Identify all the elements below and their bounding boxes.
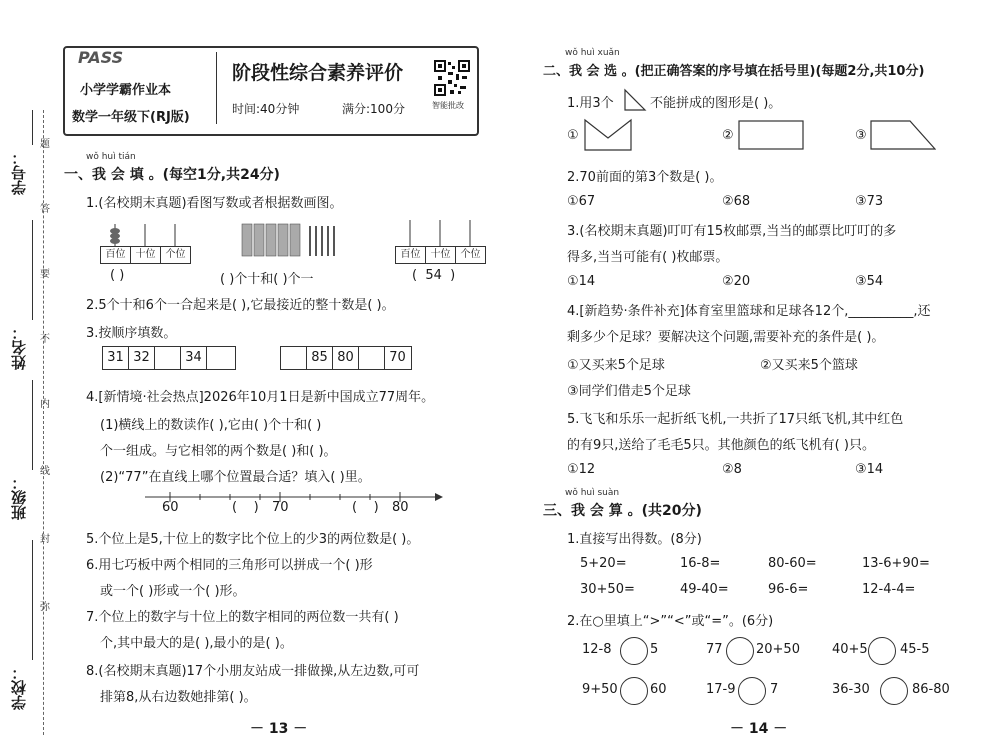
qr-code-icon[interactable] [434, 60, 470, 96]
section1-pinyin: wǒ huì tián [86, 152, 136, 162]
q1-text: 1.(名校期末真题)看图写数或者根据数画图。 [86, 196, 343, 211]
name-field[interactable] [32, 220, 33, 320]
exam-time: 时间:40分钟 [232, 102, 300, 116]
compare-right: 20+50 [756, 642, 800, 657]
rq3-opt1[interactable]: ①14 [567, 274, 596, 289]
sequence-box-2 [280, 346, 412, 370]
compare-right: 60 [650, 682, 667, 697]
compare-circle[interactable] [738, 677, 766, 705]
pass-logo: PASS [78, 48, 124, 67]
q4-line2: (1)横线上的数读作( ),它由( )个十和( ) [100, 418, 322, 433]
nl-blank[interactable]: ( ) [352, 500, 379, 515]
q1-answer-c: ( 54 ) [412, 268, 456, 283]
rq1-text-b: 不能拼成的图形是( )。 [650, 96, 782, 111]
q4-line1: 4.[新情境·社会热点]2026年10月1日是新中国成立77周年。 [86, 390, 435, 405]
seal-char: 要 [40, 269, 50, 280]
calc-item[interactable]: 30+50= [580, 582, 635, 597]
q5-text: 5.个位上是5,十位上的数字比个位上的少3的两位数是( )。 [86, 532, 420, 547]
seal-char: 答 [40, 204, 50, 215]
compare-circle[interactable] [880, 677, 908, 705]
q4-line3: 个一组成。与它相邻的两个数是( )和( )。 [100, 444, 337, 459]
q8-line2: 排第8,从右边数她排第( )。 [100, 690, 257, 705]
q6-line1: 6.用七巧板中两个相同的三角形可以拼成一个( )形 [86, 558, 373, 573]
triangle-icon [623, 88, 647, 112]
compare-heading: 2.在○里填上“>”“<”或“=”。(6分) [567, 614, 774, 629]
compare-left: 40+5 [832, 642, 868, 657]
seal-char: 题 [40, 139, 50, 150]
q2-text: 2.5个十和6个一合起来是( ),它最接近的整十数是( )。 [86, 298, 395, 313]
school-label: 学校： [10, 665, 28, 710]
rq5-opt1[interactable]: ①12 [567, 462, 596, 477]
rq4-opt3[interactable]: ③同学们借走5个足球 [567, 384, 691, 399]
section2-title: 二、我 会 选 。(把正确答案的序号填在括号里)(每题2分,共10分) [543, 64, 925, 79]
q4-line4: (2)“77”在直线上哪个位置最合适？填入( )里。 [100, 470, 371, 485]
rq5-opt2[interactable]: ②8 [722, 462, 742, 477]
school-field[interactable] [32, 540, 33, 660]
rq1-opt3[interactable]: ③ [855, 128, 867, 143]
compare-left: 12-8 [582, 642, 612, 657]
nl-blank[interactable]: ( ) [232, 500, 259, 515]
q3-text: 3.按顺序填数。 [86, 326, 177, 341]
seal-char: 不 [40, 334, 50, 345]
rq2-opt3[interactable]: ③73 [855, 194, 884, 209]
sequence-box-1 [102, 346, 236, 370]
rq3-line2: 得多,当当可能有( )枚邮票。 [567, 250, 729, 265]
rq1-opt2[interactable]: ② [722, 128, 734, 143]
edition: 数学一年级下(RJ版) [72, 110, 190, 125]
shape-option-1 [583, 118, 633, 152]
compare-circle[interactable] [620, 637, 648, 665]
nl-tick-70: 70 [272, 500, 289, 515]
seq-cell: 34 [181, 347, 207, 369]
compare-circle[interactable] [726, 637, 754, 665]
compare-right: 45-5 [900, 642, 930, 657]
calc-heading: 1.直接写出得数。(8分) [567, 532, 702, 547]
shape-option-2 [738, 120, 804, 150]
student-id-field[interactable] [32, 110, 33, 145]
compare-left: 36-30 [832, 682, 870, 697]
seq-cell: 32 [129, 347, 155, 369]
rq4-line1: 4.[新趋势·条件补充]体育室里篮球和足球各12个,__________,还 [567, 304, 931, 319]
class-field[interactable] [32, 380, 33, 470]
q1-answer-a[interactable]: ( ) [110, 268, 125, 283]
abacus-col: 十位 [425, 246, 456, 264]
calc-item[interactable]: 96-6= [768, 582, 809, 597]
rq1-text: 1.用3个 [567, 96, 614, 111]
rq2-opt1[interactable]: ①67 [567, 194, 596, 209]
page-number-13: － 13 － [250, 721, 308, 737]
abacus-left [100, 222, 190, 246]
book-name: 小学学霸作业本 [80, 83, 172, 98]
seal-char: 内 [40, 399, 50, 410]
nl-tick-80: 80 [392, 500, 409, 515]
class-label: 班级： [10, 475, 28, 520]
stick-bundles-icon [240, 222, 340, 258]
abacus-col: 个位 [160, 246, 191, 264]
seal-char: 线 [40, 466, 50, 477]
student-id-label: 学号： [10, 150, 28, 195]
qr-caption: 智能批改 [432, 101, 464, 110]
calc-item[interactable]: 16-8= [680, 556, 721, 571]
seal-char: 封 [40, 534, 50, 545]
abacus-col: 个位 [455, 246, 486, 264]
abacus-right [395, 218, 485, 246]
calc-item[interactable]: 5+20= [580, 556, 627, 571]
seq-cell: 70 [389, 350, 406, 365]
rq4-line2: 剩多少个足球？要解决这个问题,需要补充的条件是( )。 [567, 330, 885, 345]
seq-cell: 85 [307, 347, 333, 369]
header-divider [216, 52, 217, 124]
nl-tick-60: 60 [162, 500, 179, 515]
rq4-opt2[interactable]: ②又买来5个篮球 [760, 358, 858, 373]
rq5-line1: 5.飞飞和乐乐一起折纸飞机,一共折了17只纸飞机,其中红色 [567, 412, 904, 427]
rq1-opt1[interactable]: ① [567, 128, 579, 143]
rq3-opt3[interactable]: ③54 [855, 274, 884, 289]
rq5-opt3[interactable]: ③14 [855, 462, 884, 477]
q1-answer-b[interactable]: ( )个十和( )个一 [220, 272, 314, 287]
calc-item[interactable]: 13-6+90= [862, 556, 930, 571]
exam-title: 阶段性综合素养评价 [232, 62, 404, 84]
compare-right: 5 [650, 642, 659, 657]
q7-line1: 7.个位上的数字与十位上的数字相同的两位数一共有( ) [86, 610, 399, 625]
abacus-col: 百位 [100, 246, 131, 264]
compare-right: 86-80 [912, 682, 950, 697]
rq3-opt2[interactable]: ②20 [722, 274, 751, 289]
compare-left: 77 [706, 642, 723, 657]
exam-score: 满分:100分 [342, 102, 405, 116]
compare-circle[interactable] [868, 637, 896, 665]
abacus-col: 十位 [130, 246, 161, 264]
seal-char: 弥 [40, 602, 50, 613]
q7-line2: 个,其中最大的是( ),最小的是( )。 [100, 636, 293, 651]
seq-cell-blank[interactable] [281, 347, 307, 369]
rq2-text: 2.70前面的第3个数是( )。 [567, 170, 723, 185]
rq4-opt1[interactable]: ①又买来5个足球 [567, 358, 665, 373]
rq3-line1: 3.(名校期末真题)叮叮有15枚邮票,当当的邮票比叮叮的多 [567, 224, 897, 239]
rq2-opt2[interactable]: ②68 [722, 194, 751, 209]
compare-left: 17-9 [706, 682, 736, 697]
compare-circle[interactable] [620, 677, 648, 705]
seq-cell: 80 [333, 347, 359, 369]
q6-line2: 或一个( )形或一个( )形。 [100, 584, 246, 599]
compare-right: 7 [770, 682, 779, 697]
page-number-14: － 14 － [730, 721, 788, 737]
abacus-col: 百位 [395, 246, 426, 264]
section3-title: 三、我 会 算 。(共20分) [543, 503, 702, 519]
seq-cell-blank[interactable] [207, 347, 234, 369]
calc-item[interactable]: 12-4-4= [862, 582, 916, 597]
rq5-line2: 的有9只,送给了毛毛5只。其他颜色的纸飞机有( )只。 [567, 438, 875, 453]
q8-line1: 8.(名校期末真题)17个小朋友站成一排做操,从左边数,可可 [86, 664, 420, 679]
compare-left: 9+50 [582, 682, 618, 697]
calc-item[interactable]: 49-40= [680, 582, 729, 597]
section1-title: 一、我 会 填 。(每空1分,共24分) [64, 167, 280, 183]
shape-option-3 [870, 120, 936, 150]
seq-cell-blank[interactable] [359, 347, 385, 369]
seq-cell-blank[interactable] [155, 347, 181, 369]
name-label: 姓名： [10, 325, 28, 370]
seq-cell: 31 [103, 347, 129, 369]
section2-pinyin: wǒ huì xuǎn [565, 48, 620, 58]
calc-item[interactable]: 80-60= [768, 556, 817, 571]
section3-pinyin: wǒ huì suàn [565, 488, 620, 498]
